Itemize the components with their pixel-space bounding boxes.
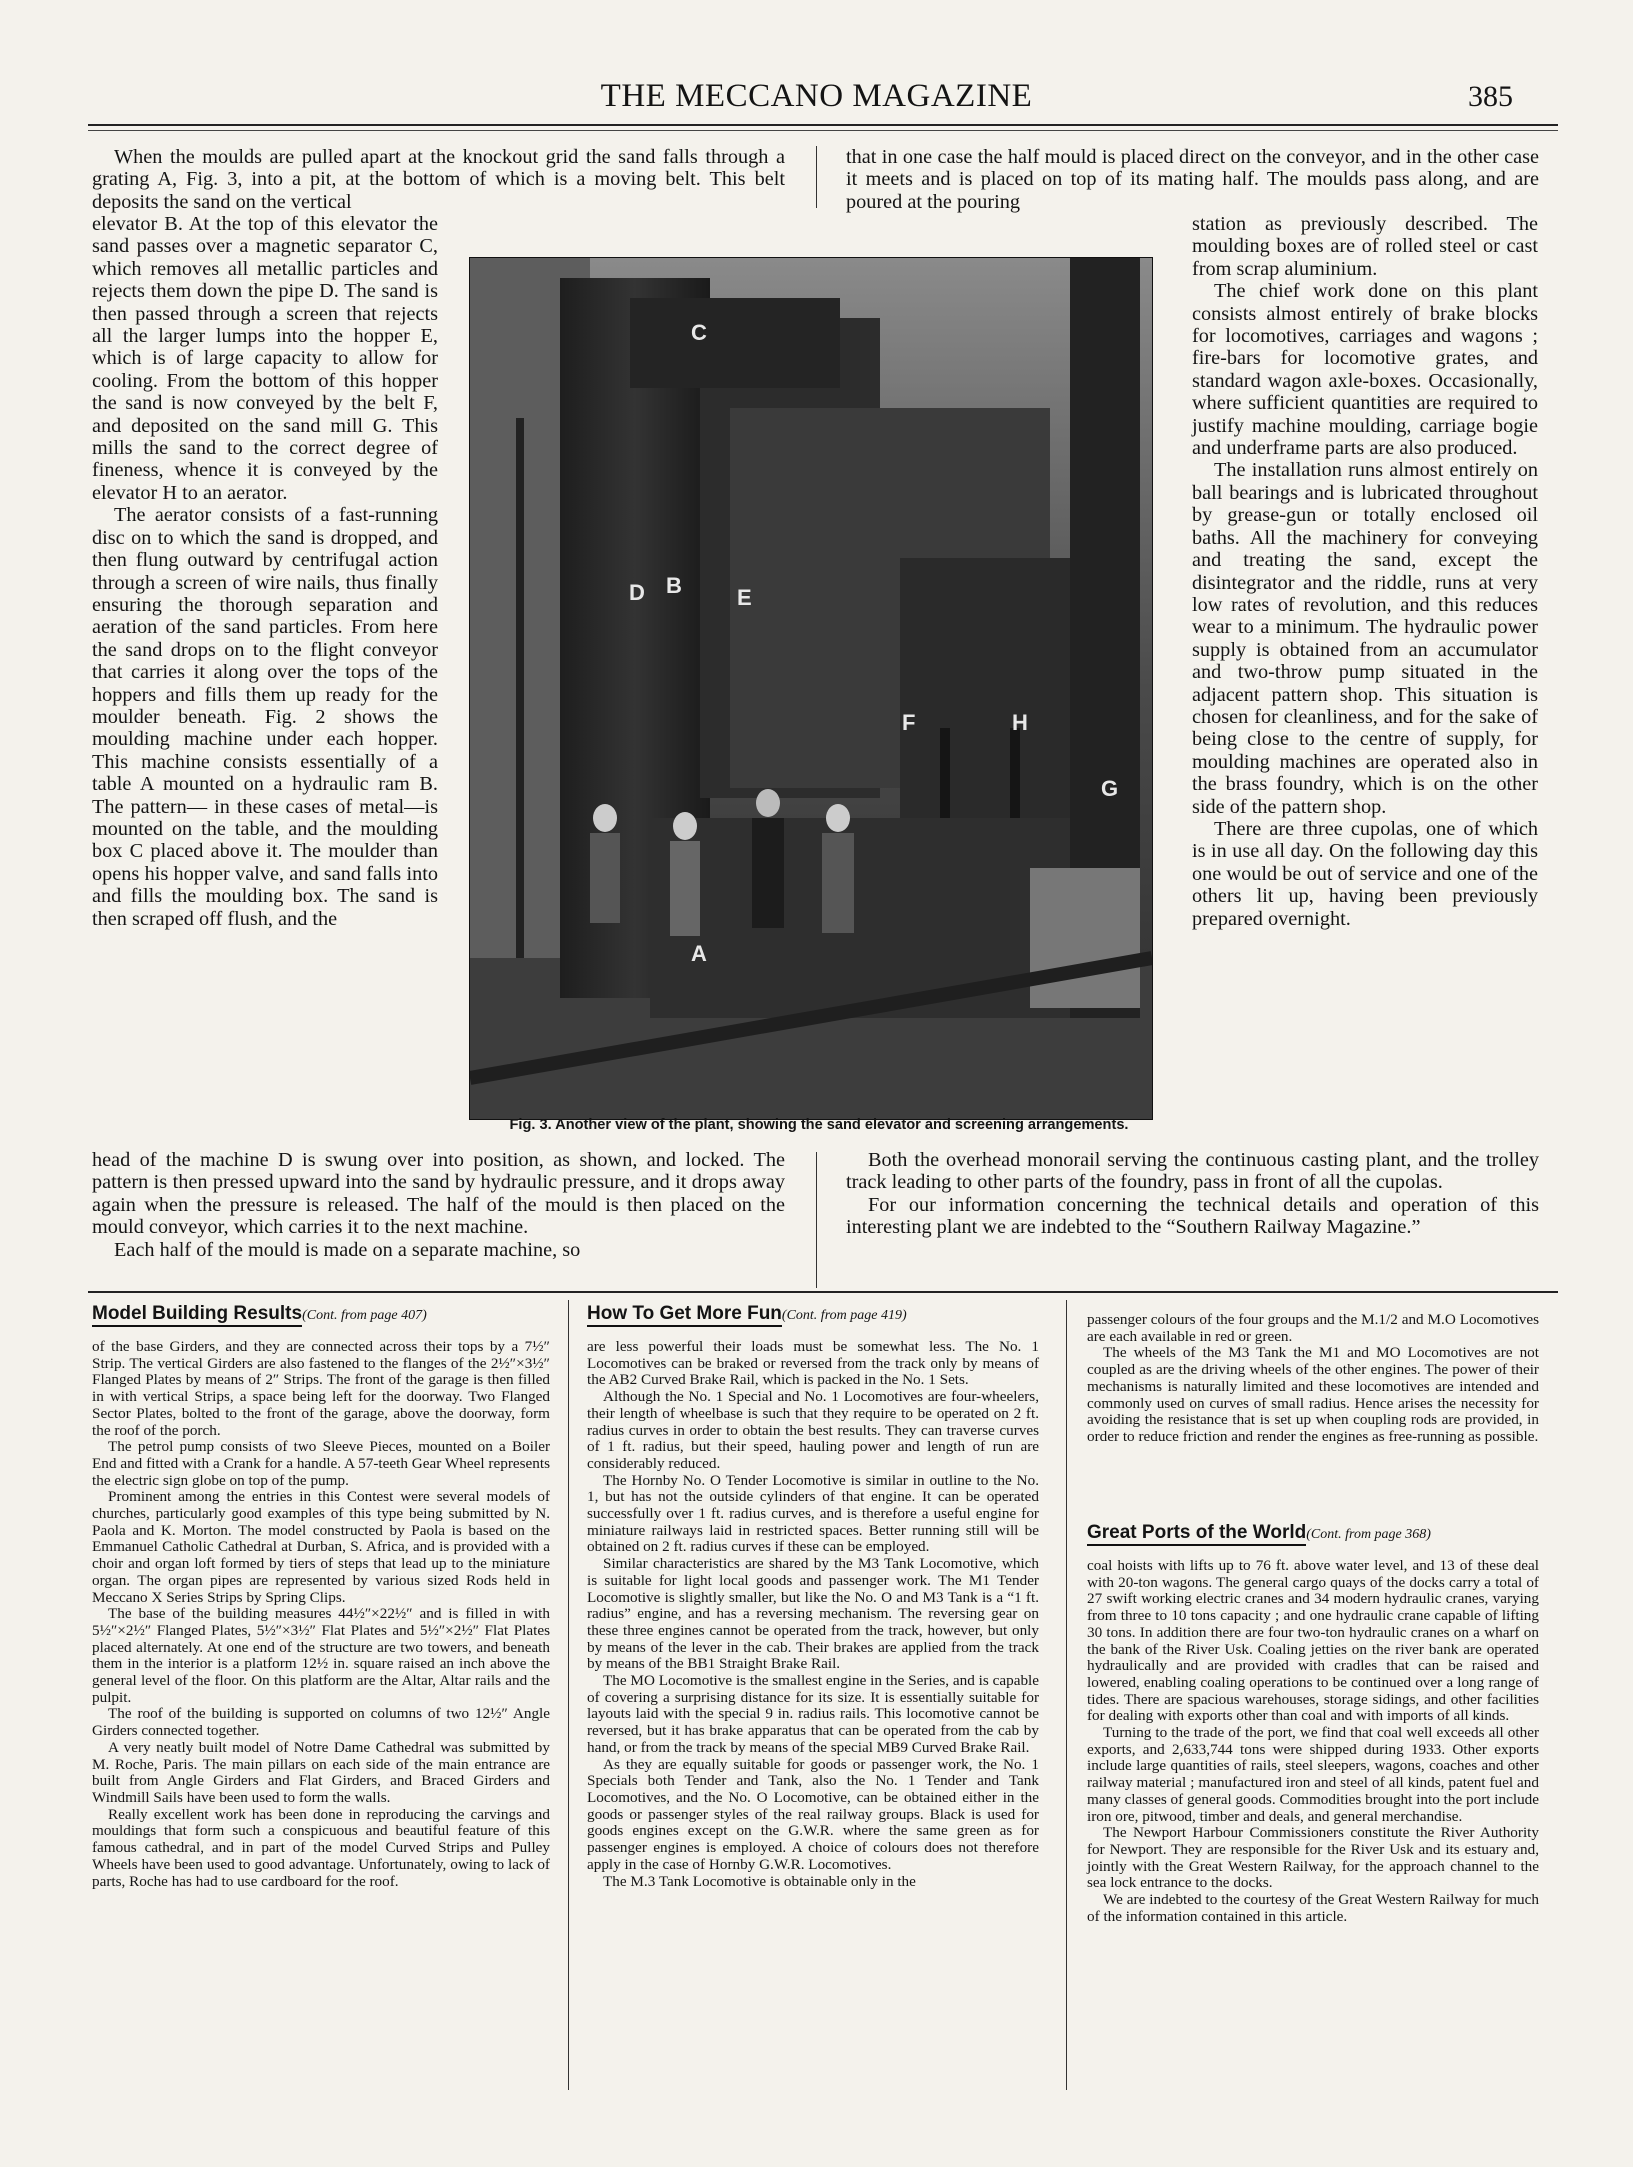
section-continuation: (Cont. from page 419): [781, 1308, 907, 1323]
article-paragraph: elevator B. At the top of this elevator the sand passes over a magnetic separator C, which removes all metallic particles and rejects them down the pipe D. The sand is then passed through a screen that rejects all the larger lumps into the hopper E, which is of large capacity to allow for cooling. From the bottom of this hopper the sand is now conveyed by the belt F, and deposited on the sand mill G. This mills the sand to the correct degree of fineness, whence it is conveyed by the elevator H to an aerator.: [92, 213, 438, 504]
article-paragraph: head of the machine D is swung over into position, as shown, and locked. The pattern is then pressed upward into the sand by hydraulic pressure, and it drops away again when the pressure is released. The half of the mould is then placed on the mould conveyor, which carries it to the next machine.: [92, 1149, 785, 1239]
section-paragraph: The petrol pump consists of two Sleeve Pieces, mounted on a Boiler End and fitted with a Crank for a handle. A 57-teeth Gear Wheel represents the electric sign globe on top of the pump.: [92, 1438, 550, 1489]
figure-label: H: [1012, 710, 1028, 735]
section-paragraph: Prominent among the entries in this Contest were several models of churches, particularly good examples of this type being submitted by N. Paola and K. Morton. The model constructed by Paola is based on the Emmanuel Catholic Cathedral at Durban, S. Africa, and is provided with a choir and organ loft formed by tiers of steps that lead up to the miniature organ. The organ pipes are represented by various sized Rods held in Meccano X Series Strips by Spring Clips.: [92, 1488, 550, 1606]
figure-label: E: [737, 585, 752, 610]
section-paragraph: Really excellent work has been done in reproducing the carvings and mouldings that form such a conspicuous and beautiful feature of this famous cathedral, and in part of the model Curved Strips and Pulley Wheels have been used to good advantage. Unfortunately, owing to lack of parts, Roche has had to use cardboard for the roof.: [92, 1805, 550, 1890]
column-divider: [1066, 1300, 1067, 2090]
section-paragraph: are less powerful their loads must be somewhat less. The No. 1 Locomotives can be braked or reversed from the track only by means of the AB2 Curved Brake Rail, which is packed in the No. 1 Sets.: [587, 1338, 1039, 1389]
section-paragraph: passenger colours of the four groups and the M.1/2 and M.O Locomotives are each available in red or green.: [1087, 1311, 1539, 1345]
column-divider: [568, 1300, 569, 2090]
column-divider: [816, 1152, 817, 1288]
article-paragraph: station as previously described. The moulding boxes are of rolled steel or cast from scrap aluminium.: [1192, 213, 1538, 280]
section-heading: [1087, 1522, 1539, 1544]
section-paragraph: coal hoists with lifts up to 76 ft. above water level, and 13 of these deal with 20-ton wagons. The general cargo quays of the docks carry a total of 27 swift working electric cranes and 34 modern hydraulic cranes, varying from three to 10 tons capacity ; and one hydraulic crane capable of lifting 30 tons. In addition there are four two-ton hydraulic cranes on a wharf on the bank of the River Usk. Coaling jetties on the river bank are operated hydraulically and are provided with cradles that can be raised and lowered, enabling coaling operations to be continued over a long range of tides. There are spacious warehouses, storage sidings, and other facilities for dealing with exports other than coal and with imports of all kinds.: [1087, 1557, 1539, 1725]
section-paragraph: Although the No. 1 Special and No. 1 Locomotives are four-wheelers, their length of wheelbase is such that they require to be operated on 2 ft. radius curves in order to obtain the best results. They can traverse curves of 1 ft. radius, but their speed, hauling power and length of run are considerably reduced.: [587, 1388, 1039, 1472]
section-paragraph: The base of the building measures 44½″×22½″ and is filled in with 5½″×2½″ Flanged Plates, 5½″×3½″ Flat Plates and 5½″×2½″ Flat Plates placed alternately. At one end of the structure are two towers, and beneath them in the interior is a platform 12½ in. square raised an inch above the general level of the floor. On this platform are the Altar, Altar rails and the pulpit.: [92, 1605, 550, 1706]
article-paragraph: Each half of the mould is made on a separate machine, so: [114, 1238, 581, 1261]
section-paragraph: Similar characteristics are shared by the M3 Tank Locomotive, which is suitable for light local goods and passenger work. The M1 Tender Locomotive is slightly smaller, but like the No. O and M3 Tank is a “1 ft. radius” engine, and has a reversing mechanism. The reversing gear on these three engines cannot be operated from the track, however, but only by means of the lever in the cab. Their brakes are applied from the track by means of the BB1 Straight Brake Rail.: [587, 1555, 1039, 1673]
section-heading: [587, 1303, 1039, 1325]
section-paragraph: The Hornby No. O Tender Locomotive is similar in outline to the No. 1, but has not the outside cylinders of that engine. It can be operated successfully over 1 ft. radius curves, and is therefore a useful engine for miniature railways laid in restricted spaces. Better running still will be obtained on 2 ft. radius curves if these can be employed.: [587, 1471, 1039, 1556]
foundry-plant-illustration: [470, 258, 1152, 1119]
section-how-to-get-more-fun-continued: [1087, 1312, 1539, 1446]
article-paragraph: The aerator consists of a fast-running disc on to which the sand is dropped, and then flung outward by centrifugal action through a screen of wire nails, thus finally ensuring the thorough separation and aeration of the sand particles. From here the sand drops on to the flight conveyor that carries it along over the tops of the hoppers and fills them up ready for the moulder beneath. Fig. 2 shows the moulding machine under each hopper. This machine consists essentially of a table A mounted on a hydraulic ram B. The pattern— in these cases of metal—is mounted on the table, and the moulding box C placed above it. The moulder than opens his hopper valve, and sand falls into and fills the moulding box. The sand is then scraped off flush, and the: [92, 504, 438, 930]
figure-label: B: [666, 573, 682, 598]
section-continuation: (Cont. from page 407): [302, 1308, 427, 1323]
article-col-right-top: [846, 146, 1539, 213]
section-paragraph: The roof of the building is supported on columns of two 12½″ Angle Girders connected together.: [92, 1705, 550, 1740]
article-col-left-top: [92, 146, 785, 213]
section-paragraph: As they are equally suitable for goods or passenger work, the No. 1 Specials both Tender and Tank, also the No. 1 Tender and Tank Locomotives, and the No. O Locomotive, can be obtained either in the goods or passenger styles of the real railway groups. Black is used for goods engines except on the G.W.R. where the same green as for passenger engines is employed. A choice of colours does not therefore apply in the case of Hornby G.W.R. Locomotives.: [587, 1755, 1039, 1873]
section-paragraph: The wheels of the M3 Tank the M1 and MO Locomotives are not coupled as are the driving wheels of the other engines. The power of their mechanisms is naturally limited and these locomotives are intended and commonly used on curves of small radius. Hence arises the necessity for avoiding the resistance that is set up when coupling rods are provided, in order to reduce friction and render the engines as free-running as possible.: [1087, 1344, 1539, 1445]
article-paragraph: The chief work done on this plant consists almost entirely of brake blocks for locomotives, carriages and wagons ; fire-bars for locomotive grates, and standard wagon axle-boxes. Occasionally, where sufficient quantities are required to justify machine moulding, carriage bogie and underframe parts are also produced.: [1192, 280, 1538, 460]
section-paragraph: Turning to the trade of the port, we find that coal well exceeds all other exports, and 2,633,744 tons were shipped during 1933. Other exports include large quantities of rails, steel sleepers, wagons, coaches and other railway material ; manufactured iron and steel of all kinds, patent fuel and many classes of general goods. Commodities brought into the port include iron ore, pitwood, timber and deals, and general merchandise.: [1087, 1724, 1539, 1825]
section-paragraph: The MO Locomotive is the smallest engine in the Series, and is capable of covering a surprising distance for its size. It is essentially suitable for layouts laid with the special 9 in. radius rails. This locomotive cannot be reversed, but it has brake apparatus that can be operated from the cab by hand, or from the track by means of the special MB9 Curved Brake Rail.: [587, 1672, 1039, 1756]
article-col-left-wrap: [92, 213, 438, 930]
article-col-right-wrap: [1192, 213, 1538, 930]
section-paragraph: We are indebted to the courtesy of the Great Western Railway for much of the information contained in this article.: [1087, 1891, 1539, 1925]
figure-label: C: [691, 320, 707, 345]
figure-label: D: [629, 580, 645, 605]
figure-caption: Fig. 3. Another view of the plant, showing the sand elevator and screening arrangements.: [509, 1117, 1129, 1133]
header-rule: [88, 124, 1558, 126]
section-paragraph: The M.3 Tank Locomotive is obtainable only in the: [603, 1872, 916, 1890]
section-heading: [92, 1303, 550, 1325]
section-paragraph: of the base Girders, and they are connected across their tops by a 7½″ Strip. The vertical Girders are also fastened to the flanges of the 2½″×3½″ Flanged Plates by means of 2″ Strips. The front of the garage is then filled in with vertical Strips, a space being left for the doorway. Two Flanged Sector Plates, bolted to the front of the garage, above the doorway, form the roof of the porch.: [92, 1338, 550, 1439]
section-continuation: (Cont. from page 368): [1306, 1527, 1431, 1542]
section-paragraph: A very neatly built model of Notre Dame Cathedral was submitted by M. Roche, Paris. The main pillars on each side of the main entrance are built from Angle Girders and Flat Girders, and Braced Girders and Windmill Sails have been used to form the walls.: [92, 1738, 550, 1806]
article-paragraph: When the moulds are pulled apart at the knockout grid the sand falls through a grating A, Fig. 3, into a pit, at the bottom of which is a moving belt. This belt deposits the sand on the vertical: [92, 146, 785, 213]
article-col-right-bottom: [846, 1149, 1539, 1239]
figure-label: F: [902, 710, 916, 735]
section-paragraph: The Newport Harbour Commissioners constitute the River Authority for Newport. They are responsible for the River Usk and its estuary and, jointly with the Great Western Railway, for the approach channel to the sea lock entrance to the docks.: [1087, 1824, 1539, 1892]
column-divider: [816, 146, 817, 208]
section-title: Great Ports of the World: [1087, 1522, 1306, 1546]
article-paragraph: For our information concerning the technical details and operation of this interesting plant we are indebted to the “Southern Railway Magazine.”: [846, 1193, 1539, 1239]
article-paragraph: There are three cupolas, one of which is in use all day. On the following day this one would be out of service and one of the others lit up, having been previously prepared overnight.: [1192, 817, 1538, 930]
article-col-left-bottom: [92, 1149, 785, 1261]
article-paragraph: Both the overhead monorail serving the continuous casting plant, and the trolley track leading to other parts of the foundry, pass in front of all the cupolas.: [846, 1149, 1539, 1194]
section-model-building-results: [92, 1303, 550, 1890]
header-rule-thin: [88, 130, 1558, 131]
magazine-title: THE MECCANO MAGAZINE: [600, 78, 1033, 114]
section-great-ports-of-the-world: [1087, 1522, 1539, 1925]
figure-3-photo: [469, 257, 1153, 1120]
figure-label: G: [1101, 776, 1119, 801]
section-rule: [88, 1291, 1558, 1293]
section-how-to-get-more-fun: [587, 1303, 1039, 1890]
section-title: Model Building Results: [92, 1303, 302, 1327]
article-paragraph: that in one case the half mould is placed direct on the conveyor, and in the other case it meets and is placed on top of its mating half. The moulds pass along, and are poured at the pouring: [846, 146, 1539, 213]
page-number: 385: [1468, 80, 1513, 113]
section-title: How To Get More Fun: [587, 1303, 782, 1327]
figure-label: A: [691, 941, 707, 966]
article-paragraph: The installation runs almost entirely on ball bearings and is lubricated throughout by grease-gun or totally enclosed oil baths. All the machinery for conveying and treating the sand, except the disintegrator and the riddle, runs at very low rates of revolution, and this reduces wear to a minimum. The hydraulic power supply is obtained from an accumulator and two-throw pump situated in the adjacent pattern shop. This situation is chosen for cleanliness, and for the sake of being close to the centre of supply, for moulding machines are operated also in the brass foundry, which is on the other side of the pattern shop.: [1192, 459, 1538, 818]
